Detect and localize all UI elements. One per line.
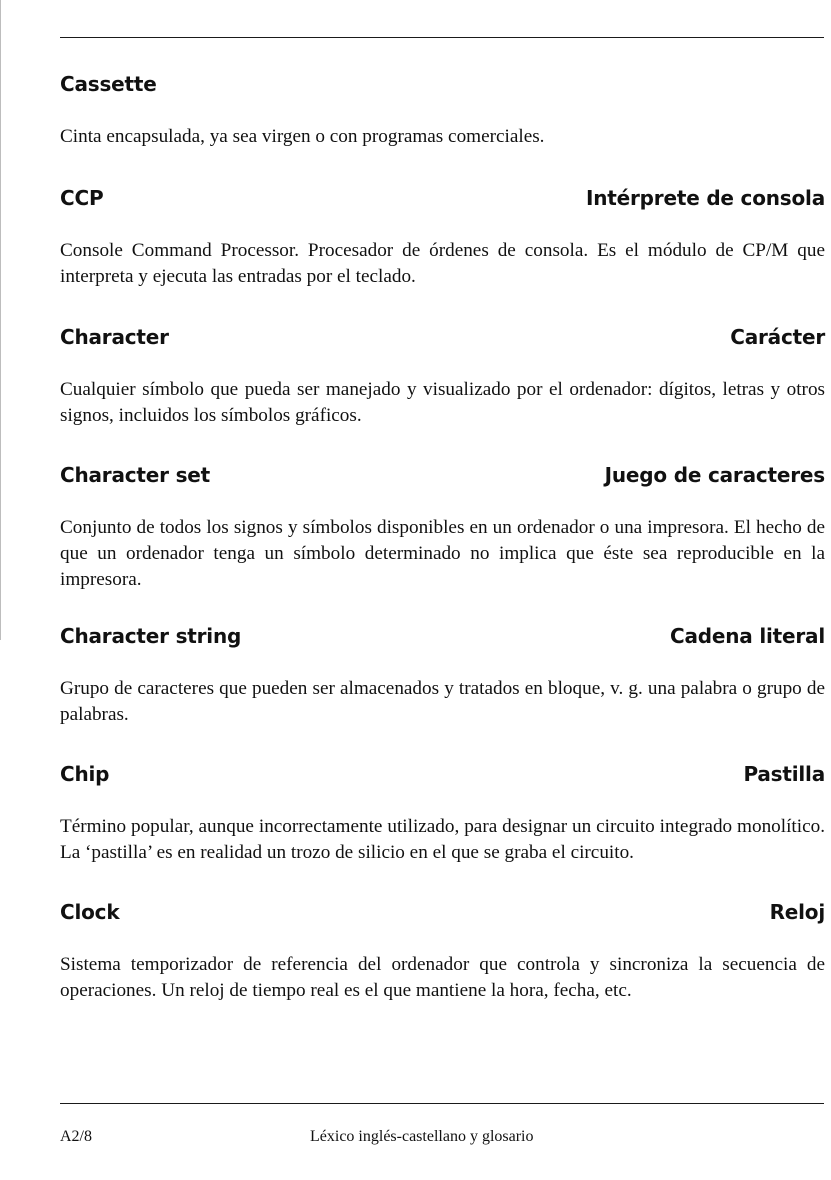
entry-definition: Término popular, aunque incorrectamente utilizado, para designar un circuito integrado monolítico. La ‘pastilla’ es en realidad un trozo de silicio en el que se graba el circuito. xyxy=(60,816,825,863)
entry-term: Chip xyxy=(60,762,110,786)
entry-term: Character xyxy=(60,325,169,349)
glossary-entry-cassette xyxy=(60,72,825,150)
entry-definition: Grupo de caracteres que pueden ser almacenados y tratados en bloque, v. g. una palabra o grupo de palabras. xyxy=(60,678,825,725)
entry-translation: Pastilla xyxy=(743,762,825,786)
entry-term: Character set xyxy=(60,463,211,487)
entry-definition: Cualquier símbolo que pueda ser manejado y visualizado por el ordenador: dígitos, letras y otros signos, incluidos los símbolos gráficos. xyxy=(60,379,825,426)
entry-term: CCP xyxy=(60,186,104,210)
entry-definition: Console Command Processor. Procesador de órdenes de consola. Es el módulo de CP/M que interpreta y ejecuta las entradas por el teclado. xyxy=(60,240,825,287)
entry-definition: Conjunto de todos los signos y símbolos disponibles en un ordenador o una impresora. El hecho de que un ordenador tenga un símbolo determinado no implica que éste sea reproducible en la impresora. xyxy=(60,517,825,590)
page-number: A2/8 xyxy=(60,1128,92,1145)
section-title: Léxico inglés-castellano y glosario xyxy=(310,1128,534,1145)
glossary-entry-clock xyxy=(60,900,825,1004)
glossary-entry-ccp xyxy=(60,186,825,290)
entry-term: Cassette xyxy=(60,72,157,96)
glossary-entry-character-string xyxy=(60,624,825,728)
entry-translation: Juego de caracteres xyxy=(604,463,825,487)
entry-translation: Intérprete de consola xyxy=(586,186,825,210)
footer-rule xyxy=(60,1103,824,1104)
glossary-entry-character-set xyxy=(60,463,825,593)
glossary-entry-chip xyxy=(60,762,825,866)
entry-definition: Sistema temporizador de referencia del ordenador que controla y sincroniza la secuencia de operaciones. Un reloj de tiempo real es el que mantiene la hora, fecha, etc. xyxy=(60,954,825,1001)
glossary-entry-character xyxy=(60,325,825,429)
entry-translation: Carácter xyxy=(730,325,825,349)
entry-translation: Reloj xyxy=(769,900,825,924)
entry-translation: Cadena literal xyxy=(669,624,825,648)
entry-term: Character string xyxy=(60,624,242,648)
header-rule xyxy=(60,37,824,38)
entry-definition: Cinta encapsulada, ya sea virgen o con programas comerciales. xyxy=(60,126,545,147)
entry-term: Clock xyxy=(60,900,120,924)
page-edge-shadow xyxy=(0,0,1,640)
